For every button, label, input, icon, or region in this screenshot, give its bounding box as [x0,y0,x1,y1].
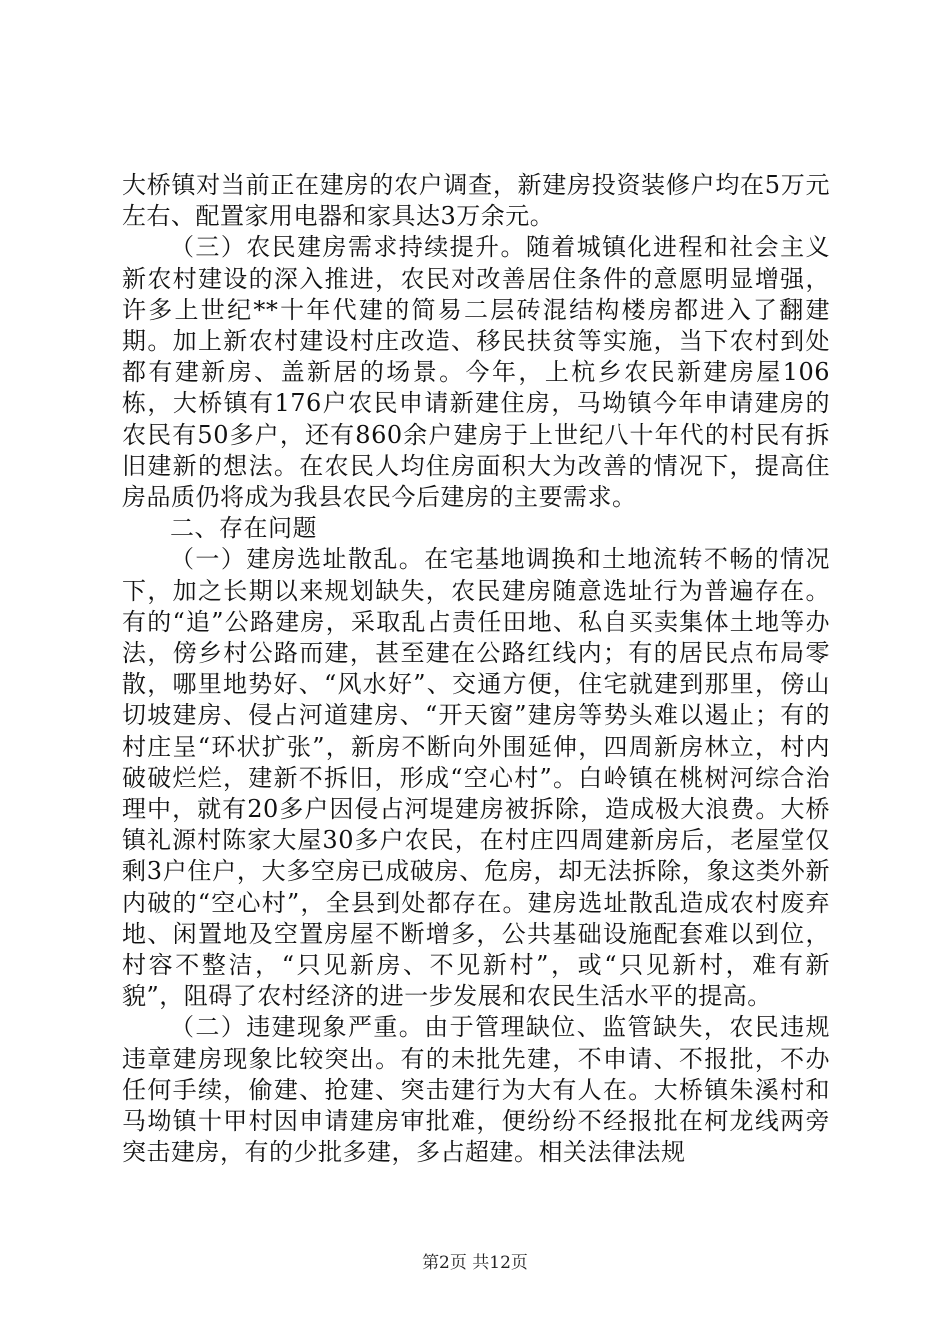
document-body [122,170,830,1169]
paragraph-continuation: 大桥镇对当前正在建房的农户调查，新建房投资装修户均在5万元左右、配置家用电器和家具达3万余元。 [122,171,830,231]
paragraph-site-scatter: （一）建房选址散乱。在宅基地调换和土地流转不畅的情况下，加之长期以来规划缺失，农民建房随意选址行为普遍存在。有的“追”公路建房，采取乱占责任田地、私自买卖集体土地等办法，傍乡村公路而建，甚至建在公路红线内；有的居民点布局零散，哪里地势好、“风水好”、交通方便，住宅就建到那里，傍山切坡建房、侵占河道建房、“开天窗”建房等势头难以遏止；有的村庄呈“环状扩张”，新房不断向外围延伸，四周新房林立，村内破破烂烂，建新不拆旧，形成“空心村”。白岭镇在桃树河综合治理中，就有20多户因侵占河堤建房被拆除，造成极大浪费。大桥镇礼源村陈家大屋30多户农民，在村庄四周建新房后，老屋堂仅剩3户住户，大多空房已成破房、危房，却无法拆除，象这类外新内破的“空心村”，全县到处都存在。建房选址散乱造成农村废弃地、闲置地及空置房屋不断增多，公共基础设施配套难以到位，村容不整洁，“只见新房、不见新村”，或“只见新村，难有新貌”，阻碍了农村经济的进一步发展和农民生活水平的提高。 [122,545,830,1011]
paragraph-illegal-construction: （二）违建现象严重。由于管理缺位、监管缺失，农民违规违章建房现象比较突出。有的未批先建，不申请、不报批，不办任何手续，偷建、抢建、突击建行为大有人在。大桥镇朱溪村和马坳镇十甲村因申请建房审批难，便纷纷不经报批在柯龙线两旁突击建房，有的少批多建，多占超建。相关法律法规 [122,1013,830,1167]
section-heading-problems: 二、存在问题 [170,514,317,543]
paragraph-demand-growth: （三）农民建房需求持续提升。随着城镇化进程和社会主义新农村建设的深入推进，农民对改善居住条件的意愿明显增强，许多上世纪**十年代建的简易二层砖混结构楼房都进入了翻建期。加上新农村建设村庄改造、移民扶贫等实施，当下农村到处都有建新房、盖新居的场景。今年，上杭乡农民新建房屋106栋，大桥镇有176户农民申请新建住房，马坳镇今年申请建房的农民有50多户，还有860余户建房于上世纪八十年代的村民有拆旧建新的想法。在农民人均住房面积大为改善的情况下，提高住房品质仍将成为我县农民今后建房的主要需求。 [122,233,830,512]
page-footer: 第2页 共12页 [422,1253,528,1273]
